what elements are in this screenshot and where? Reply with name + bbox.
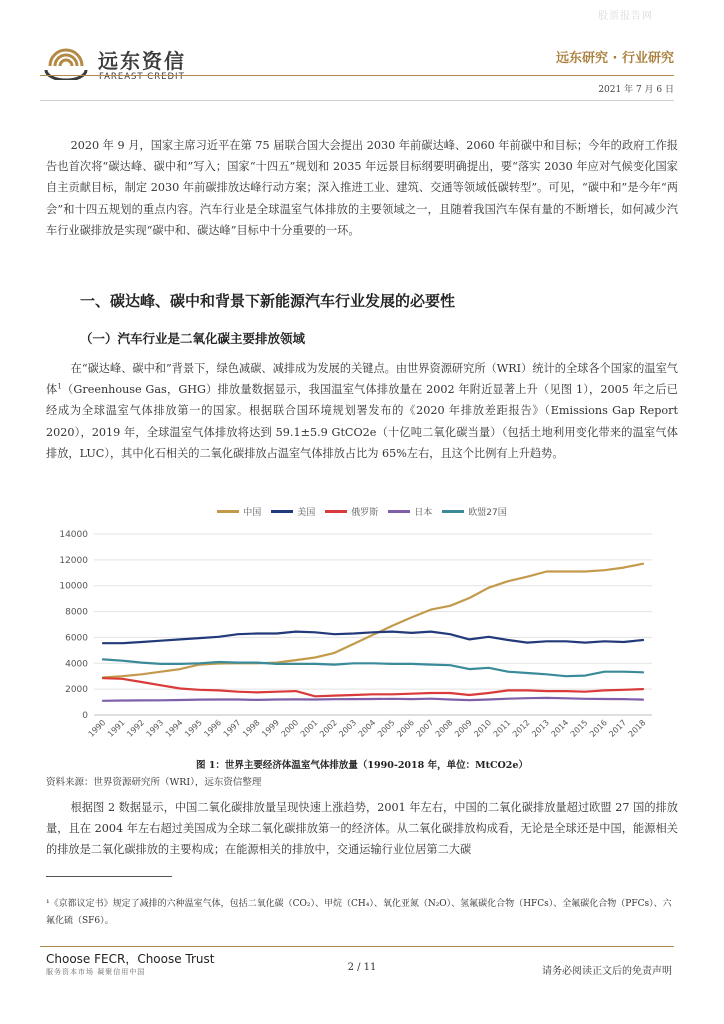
x-tick-label: 2003 (337, 718, 359, 739)
x-tick-label: 2002 (318, 718, 339, 739)
x-tick-label: 1996 (202, 718, 224, 739)
y-tick-label: 14000 (59, 530, 88, 540)
x-tick-label: 2000 (279, 718, 301, 739)
legend-label: 美国 (297, 508, 316, 518)
x-tick-label: 2006 (395, 718, 416, 739)
legend-swatch (325, 510, 347, 513)
x-tick-label: 2014 (549, 718, 571, 739)
x-tick-label: 2011 (491, 718, 513, 739)
legend-item-4 (442, 505, 506, 518)
legend-item-3 (388, 505, 432, 518)
x-tick-label: 1991 (105, 718, 127, 739)
x-tick-label: 2004 (356, 718, 378, 739)
series-line-3 (103, 698, 643, 701)
footer-divider (40, 946, 674, 947)
x-tick-label: 2018 (626, 718, 648, 739)
legend-swatch (442, 510, 464, 513)
y-tick-label: 12000 (59, 555, 88, 566)
para-text-2: （Greenhouse Gas，GHG）排放量数据显示，我国温室气体排放量在 2002 年附近显著上升（见图 1），2005 年之后已经成为全球温室气体排放第一的国家。根据联合国环境规划署发布的《2020 年排放差距报告》（Emissions Gap Report 2020），2019 年，全球温室气体排放将达到 59.1±5.9 GtCO2e（十亿吨二氧化碳当量）（包括土地利用变化带来的温室气体排放，LUC），其中化石相关的二氧化碳排放占温室气体排放占比为 65%左右，且这个比例有上升趋势。 (46, 383, 678, 460)
x-tick-label: 2015 (568, 718, 590, 739)
logo-chinese-name: 远东资信 (98, 49, 186, 73)
x-tick-label: 2016 (588, 718, 609, 739)
x-tick-label: 1997 (221, 718, 243, 739)
chart-legend (0, 505, 724, 518)
x-tick-label: 2017 (607, 718, 629, 739)
footer-slogan: 服务资本市场 凝聚信用中国 (46, 968, 146, 976)
series-line-2 (103, 678, 643, 696)
x-tick-label: 2008 (433, 718, 455, 739)
body-paragraph-ghg (46, 358, 678, 464)
y-tick-label: 10000 (59, 581, 88, 592)
legend-label: 欧盟27国 (468, 508, 507, 518)
legend-swatch (271, 510, 293, 513)
legend-swatch (217, 510, 239, 513)
body-paragraph-co2: 根据图 2 数据显示，中国二氧化碳排放量呈现快速上涨趋势，2001 年左右，中国的二氧化碳排放量超过欧盟 27 国的排放量，且在 2004 年左右超过美国成为全球二氧化碳排放第一的经济体。从二氧化碳排放构成看，无论是全球还是中国，能源相关的排放是二氧化碳排放的主要构成；在能源相关的排放中，交通运输行业位居第二大碳 (46, 801, 678, 857)
page-number: 2 / 11 (347, 962, 377, 973)
footnote-divider (46, 876, 172, 877)
disclaimer-link[interactable]: 请务必阅读正文后的免责声明 (542, 966, 672, 977)
legend-item-0 (217, 505, 261, 518)
x-tick-label: 2007 (414, 718, 436, 739)
x-tick-label: 1992 (125, 718, 146, 739)
report-category: 远东研究 · 行业研究 (556, 51, 674, 66)
legend-swatch (388, 510, 410, 513)
y-tick-label: 2000 (65, 685, 88, 696)
intro-paragraph: 2020 年 9 月，国家主席习近平在第 75 届联合国大会提出 2030 年前碳达峰、2060 年前碳中和目标；今年的政府工作报告也首次将“碳达峰、碳中和”写入；国家“十四五”规划和 2035 年远景目标纲要明确提出，要“落实 2030 年应对气候变化国家自主贡献目标，制定 2030 年前碳排放达峰行动方案；深入推进工业、建筑、交通等领域低碳转型”。可见，“碳中和”是今年“两会”和十四五规划的重点内容。汽车行业是全球温室气体排放的主要领域之一，且随着我国汽车保有量的不断增长，如何减少汽车行业碳排放是实现“碳中和、碳达峰”目标中十分重要的一环。 (46, 139, 678, 237)
y-tick-label: 8000 (65, 607, 88, 618)
x-tick-label: 2009 (453, 718, 474, 739)
subsection-heading: （一）汽车行业是二氧化碳主要排放领域 (80, 331, 306, 346)
legend-item-2 (325, 505, 378, 518)
chart-source: 资料来源：世界资源研究所（WRI），远东资信整理 (46, 777, 262, 788)
x-tick-label: 2012 (510, 718, 532, 739)
x-tick-label: 2010 (472, 718, 494, 739)
legend-label: 日本 (414, 508, 433, 518)
x-tick-label: 1990 (86, 718, 108, 739)
para-text-1: 在“碳达峰、碳中和”背景下，绿色减碳、减排成为发展的关键点。由世界资源研究所（WRI）统计的全球各个国家的温室气体 (46, 362, 678, 397)
x-tick-label: 1993 (144, 718, 166, 739)
section-heading: 一、碳达峰、碳中和背景下新能源汽车行业发展的必要性 (80, 292, 456, 310)
footnote-marker[interactable]: 1 (57, 382, 62, 391)
chart-caption: 图 1：世界主要经济体温室气体排放量（1990-2018 年，单位：MtCO2e） (196, 760, 528, 771)
header-divider (40, 75, 674, 76)
report-date: 2021 年 7 月 6 日 (598, 85, 674, 95)
y-tick-label: 6000 (65, 633, 88, 644)
legend-label: 中国 (243, 508, 262, 518)
legend-label: 俄罗斯 (351, 508, 379, 518)
x-tick-label: 1995 (183, 718, 204, 739)
x-tick-label: 2005 (375, 718, 397, 739)
footer-brand: Choose FECR，Choose Trust (46, 952, 215, 966)
x-tick-label: 2013 (530, 718, 551, 739)
emissions-line-chart (40, 522, 680, 754)
series-line-0 (103, 564, 643, 678)
watermark-text: 股票报告网 (598, 11, 653, 22)
logo-english-name: FAREAST CREDIT (99, 72, 185, 82)
header-divider-thin (40, 100, 674, 101)
x-tick-label: 1994 (163, 718, 185, 739)
legend-item-1 (271, 505, 315, 518)
y-tick-label: 4000 (65, 659, 88, 670)
y-tick-label: 0 (82, 711, 88, 721)
x-tick-label: 1998 (240, 718, 262, 739)
footnote-text: ¹《京都议定书》规定了减排的六种温室气体，包括二氧化碳（CO₂）、甲烷（CH₄）、氧化亚氮（N₂O）、氢氟碳化合物（HFCs）、全氟碳化合物（PFCs）、六氟化硫（SF6）。 (46, 899, 672, 926)
x-tick-label: 2001 (298, 718, 320, 739)
x-tick-label: 1999 (260, 718, 281, 739)
